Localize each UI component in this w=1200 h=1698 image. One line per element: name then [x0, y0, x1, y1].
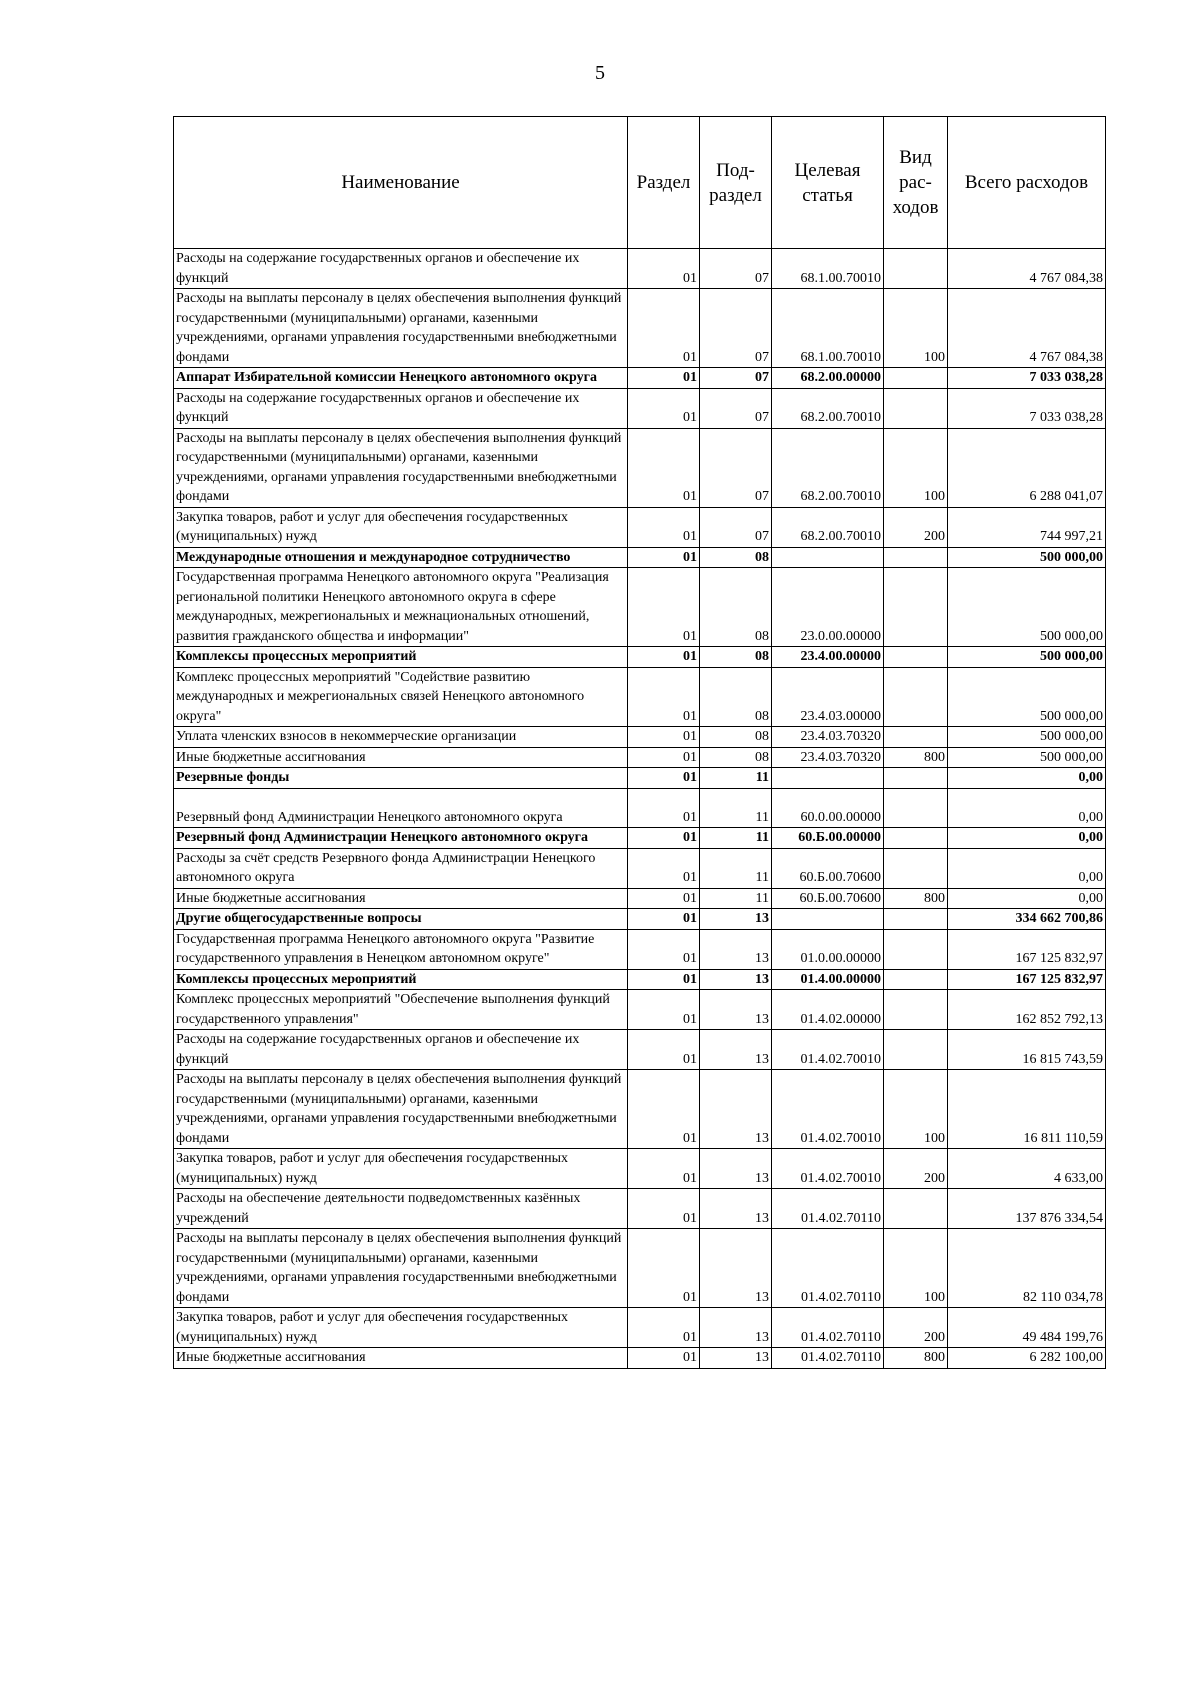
cell-name: Другие общегосударственные вопросы	[174, 909, 628, 930]
cell-name: Закупка товаров, работ и услуг для обеспечения государственных (муниципальных) нужд	[174, 507, 628, 547]
cell-target: 23.4.03.70320	[772, 747, 884, 768]
cell-section: 01	[628, 909, 700, 930]
cell-type: 200	[884, 507, 948, 547]
cell-section: 01	[628, 1229, 700, 1308]
cell-target	[772, 547, 884, 568]
cell-total: 334 662 700,86	[948, 909, 1106, 930]
cell-section: 01	[628, 428, 700, 507]
cell-target: 68.2.00.70010	[772, 428, 884, 507]
cell-total: 0,00	[948, 828, 1106, 849]
table-row	[174, 368, 1106, 389]
cell-total: 16 815 743,59	[948, 1030, 1106, 1070]
cell-name: Закупка товаров, работ и услуг для обеспечения государственных (муниципальных) нужд	[174, 1308, 628, 1348]
cell-type: 800	[884, 888, 948, 909]
cell-target: 01.4.02.70110	[772, 1229, 884, 1308]
cell-section: 01	[628, 727, 700, 748]
cell-total: 16 811 110,59	[948, 1070, 1106, 1149]
cell-name: Комплекс процессных мероприятий "Содействие развитию международных и межрегиональных связей Ненецкого автономного округа"	[174, 667, 628, 727]
cell-subsection: 13	[700, 990, 772, 1030]
cell-type: 100	[884, 1070, 948, 1149]
table-row	[174, 428, 1106, 507]
table-row	[174, 788, 1106, 828]
cell-type	[884, 929, 948, 969]
cell-subsection: 13	[700, 1189, 772, 1229]
cell-total: 0,00	[948, 788, 1106, 828]
cell-subsection: 13	[700, 1308, 772, 1348]
cell-name: Резервный фонд Администрации Ненецкого автономного округа	[174, 828, 628, 849]
cell-total: 500 000,00	[948, 667, 1106, 727]
cell-subsection: 13	[700, 1229, 772, 1308]
cell-type: 100	[884, 1229, 948, 1308]
budget-table	[173, 116, 1106, 1369]
cell-section: 01	[628, 647, 700, 668]
table-row	[174, 249, 1106, 289]
cell-name: Уплата членских взносов в некоммерческие организации	[174, 727, 628, 748]
cell-type	[884, 1030, 948, 1070]
cell-section: 01	[628, 990, 700, 1030]
cell-section: 01	[628, 1149, 700, 1189]
cell-name: Резервные фонды	[174, 768, 628, 789]
cell-section: 01	[628, 547, 700, 568]
cell-subsection: 08	[700, 568, 772, 647]
table-row	[174, 990, 1106, 1030]
cell-target: 68.2.00.70010	[772, 388, 884, 428]
table-row	[174, 1149, 1106, 1189]
table-row	[174, 547, 1106, 568]
cell-type: 200	[884, 1308, 948, 1348]
cell-section: 01	[628, 1348, 700, 1369]
cell-subsection: 08	[700, 727, 772, 748]
cell-subsection: 07	[700, 249, 772, 289]
cell-target: 60.Б.00.70600	[772, 848, 884, 888]
cell-type	[884, 667, 948, 727]
cell-total: 7 033 038,28	[948, 388, 1106, 428]
cell-name: Расходы на выплаты персоналу в целях обеспечения выполнения функций государственными (муниципальными) органами, казенными учреждениями, органами управления государственными внебюджетными фондами	[174, 1229, 628, 1308]
cell-section: 01	[628, 1189, 700, 1229]
cell-target: 23.4.03.70320	[772, 727, 884, 748]
cell-name: Комплексы процессных мероприятий	[174, 969, 628, 990]
cell-name: Государственная программа Ненецкого автономного округа "Реализация региональной политики Ненецкого автономного округа в сфере международных, межрегиональных и межнациональных отношений, развития гражданского общества и информации"	[174, 568, 628, 647]
cell-section: 01	[628, 368, 700, 389]
table-row	[174, 568, 1106, 647]
cell-type	[884, 388, 948, 428]
table-row	[174, 848, 1106, 888]
table-row	[174, 507, 1106, 547]
cell-subsection: 13	[700, 1149, 772, 1189]
cell-total: 167 125 832,97	[948, 929, 1106, 969]
cell-name: Комплексы процессных мероприятий	[174, 647, 628, 668]
cell-section: 01	[628, 828, 700, 849]
cell-name: Международные отношения и международное сотрудничество	[174, 547, 628, 568]
table-row	[174, 1348, 1106, 1369]
cell-target: 68.2.00.70010	[772, 507, 884, 547]
cell-subsection: 11	[700, 788, 772, 828]
table-row	[174, 289, 1106, 368]
table-row	[174, 647, 1106, 668]
cell-type	[884, 788, 948, 828]
cell-section: 01	[628, 1070, 700, 1149]
cell-type	[884, 568, 948, 647]
cell-subsection: 08	[700, 747, 772, 768]
cell-section: 01	[628, 848, 700, 888]
cell-section: 01	[628, 249, 700, 289]
cell-type: 800	[884, 747, 948, 768]
cell-section: 01	[628, 969, 700, 990]
cell-total: 4 767 084,38	[948, 249, 1106, 289]
table-row	[174, 1308, 1106, 1348]
cell-total: 82 110 034,78	[948, 1229, 1106, 1308]
cell-name: Иные бюджетные ассигнования	[174, 1348, 628, 1369]
cell-subsection: 08	[700, 547, 772, 568]
cell-target: 23.4.03.00000	[772, 667, 884, 727]
cell-target: 23.4.00.00000	[772, 647, 884, 668]
cell-section: 01	[628, 568, 700, 647]
cell-total: 500 000,00	[948, 647, 1106, 668]
cell-target: 01.4.02.70110	[772, 1189, 884, 1229]
cell-target: 01.4.02.70010	[772, 1070, 884, 1149]
cell-name: Закупка товаров, работ и услуг для обеспечения государственных (муниципальных) нужд	[174, 1149, 628, 1189]
cell-type	[884, 990, 948, 1030]
table-row	[174, 768, 1106, 789]
cell-target: 01.4.00.00000	[772, 969, 884, 990]
cell-name: Расходы на содержание государственных органов и обеспечение их функций	[174, 249, 628, 289]
cell-target: 01.4.02.70010	[772, 1030, 884, 1070]
cell-total: 0,00	[948, 768, 1106, 789]
cell-type	[884, 368, 948, 389]
cell-name: Расходы на содержание государственных органов и обеспечение их функций	[174, 388, 628, 428]
table-row	[174, 1030, 1106, 1070]
cell-section: 01	[628, 768, 700, 789]
page-number: 5	[595, 62, 605, 84]
cell-subsection: 08	[700, 667, 772, 727]
cell-type	[884, 547, 948, 568]
cell-target	[772, 768, 884, 789]
cell-section: 01	[628, 667, 700, 727]
cell-subsection: 11	[700, 888, 772, 909]
cell-total: 137 876 334,54	[948, 1189, 1106, 1229]
cell-type	[884, 647, 948, 668]
cell-total: 167 125 832,97	[948, 969, 1106, 990]
cell-subsection: 13	[700, 1030, 772, 1070]
cell-name: Аппарат Избирательной комиссии Ненецкого автономного округа	[174, 368, 628, 389]
table-row	[174, 727, 1106, 748]
cell-section: 01	[628, 388, 700, 428]
table-row	[174, 1070, 1106, 1149]
cell-target: 68.1.00.70010	[772, 249, 884, 289]
cell-total: 162 852 792,13	[948, 990, 1106, 1030]
cell-section: 01	[628, 788, 700, 828]
cell-section: 01	[628, 888, 700, 909]
table-row	[174, 747, 1106, 768]
cell-target: 01.4.02.00000	[772, 990, 884, 1030]
cell-subsection: 13	[700, 1348, 772, 1369]
cell-section: 01	[628, 1308, 700, 1348]
cell-target: 23.0.00.00000	[772, 568, 884, 647]
cell-total: 500 000,00	[948, 568, 1106, 647]
cell-name: Расходы на выплаты персоналу в целях обеспечения выполнения функций государственными (муниципальными) органами, казенными учреждениями, органами управления государственными внебюджетными фондами	[174, 1070, 628, 1149]
cell-type	[884, 909, 948, 930]
cell-target: 01.4.02.70110	[772, 1348, 884, 1369]
cell-subsection: 13	[700, 929, 772, 969]
cell-total: 7 033 038,28	[948, 368, 1106, 389]
cell-name: Расходы на выплаты персоналу в целях обеспечения выполнения функций государственными (муниципальными) органами, казенными учреждениями, органами управления государственными внебюджетными фондами	[174, 428, 628, 507]
cell-total: 4 633,00	[948, 1149, 1106, 1189]
table-row	[174, 909, 1106, 930]
cell-type	[884, 848, 948, 888]
cell-type	[884, 727, 948, 748]
cell-name: Иные бюджетные ассигнования	[174, 888, 628, 909]
cell-type: 200	[884, 1149, 948, 1189]
cell-total: 6 288 041,07	[948, 428, 1106, 507]
cell-name: Расходы на обеспечение деятельности подведомственных казённых учреждений	[174, 1189, 628, 1229]
col-name-header: Наименование	[174, 117, 628, 249]
cell-subsection: 13	[700, 1070, 772, 1149]
cell-total: 49 484 199,76	[948, 1308, 1106, 1348]
cell-target: 01.0.00.00000	[772, 929, 884, 969]
cell-section: 01	[628, 747, 700, 768]
cell-type	[884, 768, 948, 789]
table-row	[174, 388, 1106, 428]
table-row	[174, 1229, 1106, 1308]
table-row	[174, 929, 1106, 969]
col-section-header: Раздел	[628, 117, 700, 249]
table-row	[174, 828, 1106, 849]
cell-subsection: 07	[700, 428, 772, 507]
table-row	[174, 888, 1106, 909]
cell-subsection: 13	[700, 969, 772, 990]
cell-total: 500 000,00	[948, 747, 1106, 768]
cell-name: Государственная программа Ненецкого автономного округа "Развитие государственного управления в Ненецком автономном округе"	[174, 929, 628, 969]
cell-type: 100	[884, 289, 948, 368]
cell-type	[884, 1189, 948, 1229]
cell-total: 0,00	[948, 888, 1106, 909]
cell-target: 60.Б.00.70600	[772, 888, 884, 909]
cell-target	[772, 909, 884, 930]
cell-subsection: 07	[700, 388, 772, 428]
col-subsection-header: Под-раздел	[700, 117, 772, 249]
cell-name: Расходы за счёт средств Резервного фонда Администрации Ненецкого автономного округа	[174, 848, 628, 888]
cell-type	[884, 249, 948, 289]
cell-target: 01.4.02.70110	[772, 1308, 884, 1348]
table-header	[174, 117, 1106, 249]
cell-target: 68.1.00.70010	[772, 289, 884, 368]
cell-type: 800	[884, 1348, 948, 1369]
cell-type	[884, 828, 948, 849]
cell-total: 744 997,21	[948, 507, 1106, 547]
cell-subsection: 07	[700, 289, 772, 368]
cell-subsection: 11	[700, 768, 772, 789]
cell-section: 01	[628, 929, 700, 969]
cell-subsection: 07	[700, 507, 772, 547]
cell-name: Комплекс процессных мероприятий "Обеспечение выполнения функций государственного управления"	[174, 990, 628, 1030]
col-total-header: Всего расходов	[948, 117, 1106, 249]
table-row	[174, 969, 1106, 990]
cell-section: 01	[628, 289, 700, 368]
cell-subsection: 07	[700, 368, 772, 389]
cell-type	[884, 969, 948, 990]
cell-subsection: 11	[700, 828, 772, 849]
table-row	[174, 667, 1106, 727]
cell-total: 0,00	[948, 848, 1106, 888]
cell-section: 01	[628, 507, 700, 547]
cell-subsection: 08	[700, 647, 772, 668]
cell-name: Расходы на выплаты персоналу в целях обеспечения выполнения функций государственными (муниципальными) органами, казенными учреждениями, органами управления государственными внебюджетными фондами	[174, 289, 628, 368]
cell-target: 60.Б.00.00000	[772, 828, 884, 849]
col-target-header: Целевая статья	[772, 117, 884, 249]
table-row	[174, 1189, 1106, 1229]
cell-target: 01.4.02.70010	[772, 1149, 884, 1189]
cell-section: 01	[628, 1030, 700, 1070]
cell-name: Резервный фонд Администрации Ненецкого автономного округа	[174, 788, 628, 828]
cell-type: 100	[884, 428, 948, 507]
cell-total: 4 767 084,38	[948, 289, 1106, 368]
cell-subsection: 11	[700, 848, 772, 888]
cell-target: 60.0.00.00000	[772, 788, 884, 828]
cell-name: Расходы на содержание государственных органов и обеспечение их функций	[174, 1030, 628, 1070]
cell-total: 6 282 100,00	[948, 1348, 1106, 1369]
cell-name: Иные бюджетные ассигнования	[174, 747, 628, 768]
cell-total: 500 000,00	[948, 547, 1106, 568]
cell-target: 68.2.00.00000	[772, 368, 884, 389]
cell-total: 500 000,00	[948, 727, 1106, 748]
cell-subsection: 13	[700, 909, 772, 930]
col-type-header: Вид рас-ходов	[884, 117, 948, 249]
